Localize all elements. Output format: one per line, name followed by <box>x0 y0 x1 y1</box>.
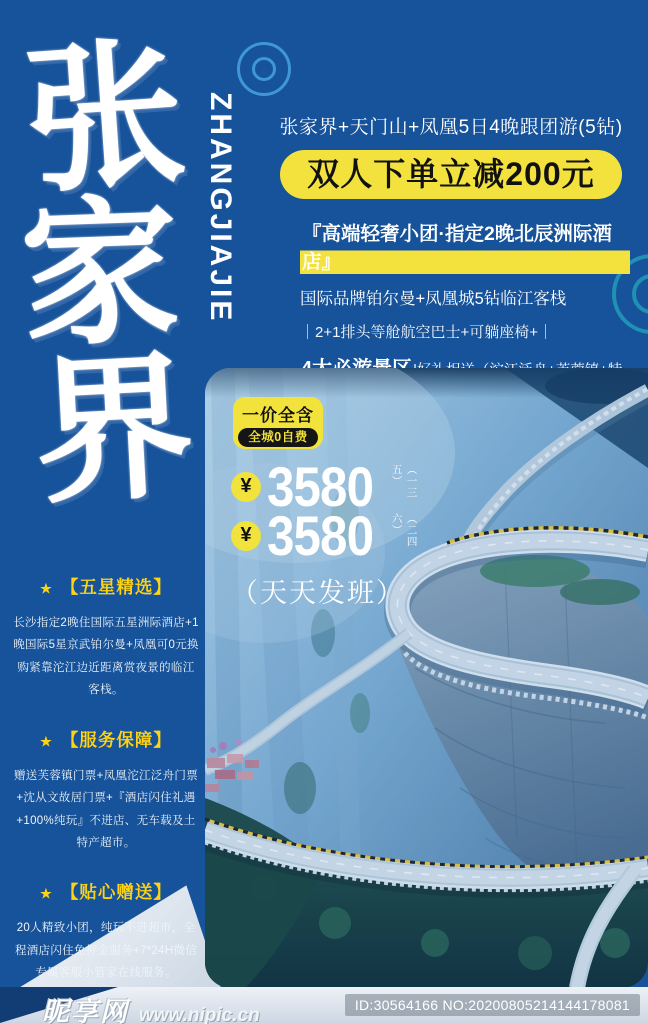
section-title <box>0 574 212 599</box>
section-body: 赠送芙蓉镇门票+凤凰沱江泛舟门票+沈从文故居门票+『酒店闪住礼遇+100%纯玩』不进店、无车载及土特产超市。 <box>13 769 198 849</box>
star-icon: ★ <box>40 733 53 749</box>
section-body: 20人精致小团，纯玩不进超市，全程酒店闪住免押金服务+7*24H微信专属客服小管家在线服务。 <box>14 922 198 980</box>
badge-bottom-text: 全城0自费 <box>238 428 318 447</box>
price-row <box>231 503 420 567</box>
watermark-bar <box>0 987 648 1024</box>
decorative-circle-icon <box>252 57 276 81</box>
site-brand <box>42 990 260 1024</box>
promo-discount-pill: 双人下单立减200元 <box>280 150 622 199</box>
site-logo: 昵享网 <box>42 997 129 1024</box>
main-title-english: ZHANGJIAJIE <box>204 92 237 324</box>
highlight-hotel: 『高端轻奢小团·指定2晚北辰洲际酒店』 <box>300 218 630 274</box>
all-inclusive-badge <box>233 397 323 449</box>
yen-icon: ¥ <box>231 472 261 502</box>
price-block <box>231 454 420 610</box>
section-gift <box>0 879 212 984</box>
star-icon: ★ <box>40 581 53 596</box>
highlight-bus: ｜2+1排头等舱航空巴士+可躺座椅+｜ <box>300 324 553 341</box>
price-days: （二四六） <box>390 512 418 547</box>
section-title <box>0 879 212 904</box>
main-title-calligraphy <box>16 20 198 527</box>
price-amount: 3580 <box>267 454 374 518</box>
offer-block <box>272 112 630 402</box>
section-body: 长沙指定2晚住国际五星洲际酒店+1晚国际5星京武铂尔曼+凤凰可0元换购紧靠沱江边近距离赏夜景的临江客栈。 <box>13 617 199 697</box>
section-title-text: 【贴心赠送】 <box>60 882 172 903</box>
highlight-brand: 国际品牌铂尔曼+凤凰城5钻临江客栈 <box>300 290 567 308</box>
section-service <box>0 727 212 855</box>
feature-sections <box>0 574 212 1010</box>
title-char: 界 <box>30 334 198 527</box>
section-five-star <box>0 574 212 702</box>
departure-note: （天天发班） <box>231 578 405 608</box>
trip-title: 张家界+天门山+凤凰5日4晚跟团游(5钻) <box>279 117 623 138</box>
title-char: 张 <box>19 20 191 216</box>
star-icon: ★ <box>40 886 53 902</box>
price-amount: 3580 <box>267 503 374 567</box>
title-char: 家 <box>17 179 183 370</box>
price-days: （一三五） <box>390 463 418 498</box>
yen-icon: ¥ <box>231 521 261 551</box>
image-id-label: ID:30564166 NO:20200805214144178081 <box>345 994 640 1016</box>
section-title-text: 【五星精选】 <box>60 577 172 597</box>
site-url: www.nipic.cn <box>139 1005 260 1024</box>
section-title <box>0 727 212 752</box>
section-title-text: 【服务保障】 <box>60 729 172 750</box>
badge-top-text: 一价全含 <box>242 406 314 425</box>
